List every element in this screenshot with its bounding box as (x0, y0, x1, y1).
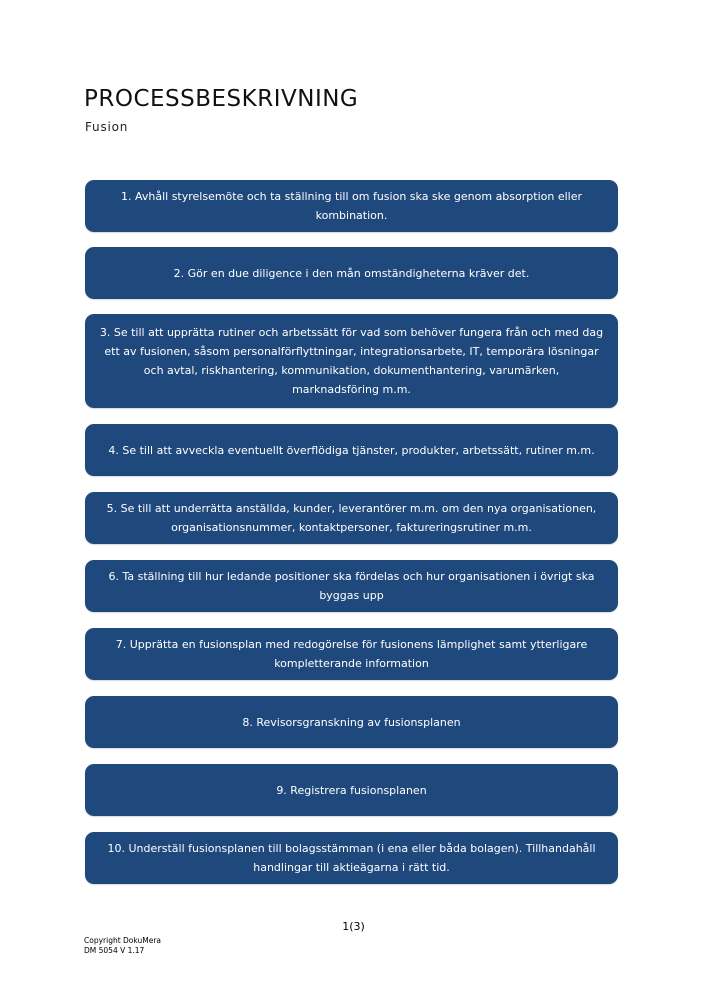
process-step-10: 10. Underställ fusionsplanen till bolagsstämman (i ena eller båda bolagen). Tillhandahåll handlingar till aktieägarna i rätt tid. (85, 832, 618, 884)
process-step-9: 9. Registrera fusionsplanen (85, 764, 618, 816)
process-step-2: 2. Gör en due diligence i den mån omständigheterna kräver det. (85, 247, 618, 299)
process-step-6: 6. Ta ställning till hur ledande positioner ska fördelas och hur organisationen i övrigt ska byggas upp (85, 560, 618, 612)
process-step-5: 5. Se till att underrätta anställda, kunder, leverantörer m.m. om den nya organisationen, organisationsnummer, kontaktpersoner, faktureringsrutiner m.m. (85, 492, 618, 544)
document-title: PROCESSBESKRIVNING (84, 86, 359, 112)
process-step-7: 7. Upprätta en fusionsplan med redogörelse för fusionens lämplighet samt ytterligare kompletterande information (85, 628, 618, 680)
process-step-4: 4. Se till att avveckla eventuellt överflödiga tjänster, produkter, arbetssätt, rutiner m.m. (85, 424, 618, 476)
document-id: DM 5054 V 1.17 (84, 946, 145, 955)
process-steps-list (85, 180, 618, 884)
footer (84, 936, 161, 956)
process-step-3: 3. Se till att upprätta rutiner och arbetssätt för vad som behöver fungera från och med dag ett av fusionen, såsom personalförflyttningar, integrationsarbete, IT, temporära lösningar och avtal, riskhantering, kommunikation, dokumenthantering, varumärken, marknadsföring m.m. (85, 314, 618, 408)
document-subtitle: Fusion (85, 120, 129, 134)
page-number: 1(3) (342, 920, 365, 933)
process-step-8: 8. Revisorsgranskning av fusionsplanen (85, 696, 618, 748)
copyright-text: Copyright DokuMera (84, 936, 162, 945)
process-step-1: 1. Avhåll styrelsemöte och ta ställning till om fusion ska ske genom absorption eller kombination. (85, 180, 618, 232)
